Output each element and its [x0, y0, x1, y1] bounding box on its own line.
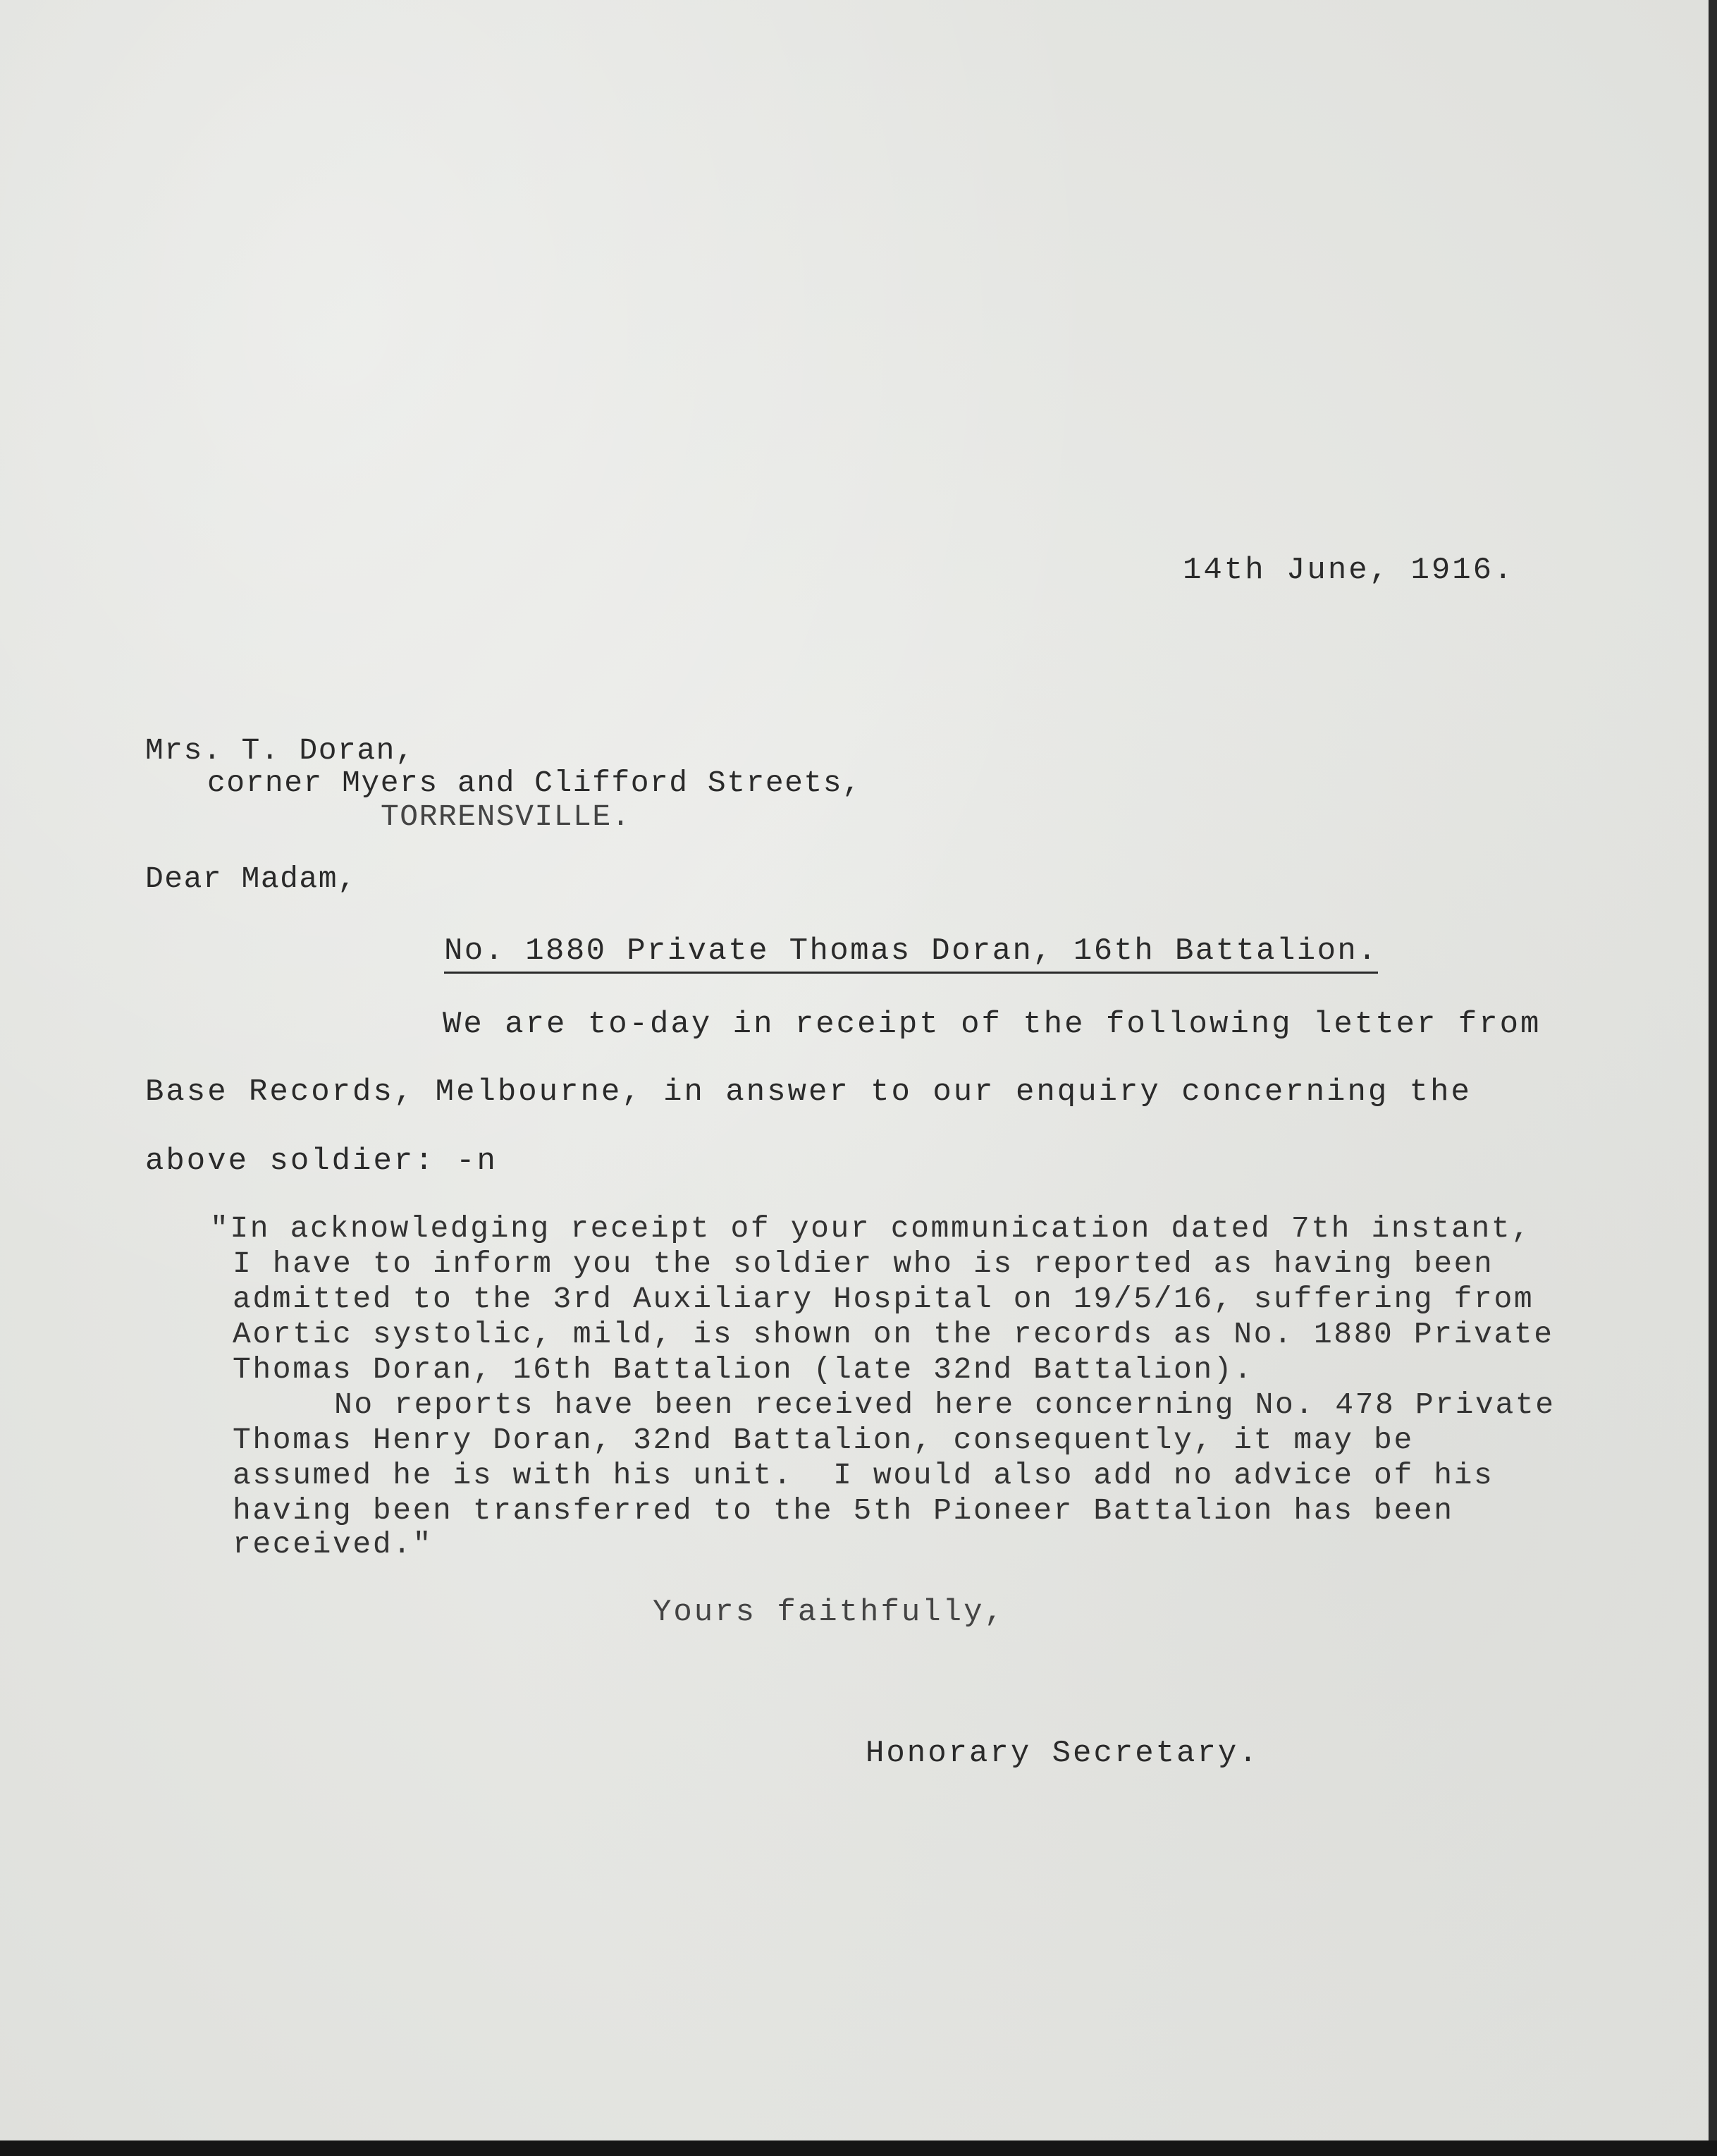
quote-line: admitted to the 3rd Auxiliary Hospital on 19/5/16, suffering from: [233, 1282, 1534, 1316]
quote-line: having been transferred to the 5th Pioneer Battalion has been: [233, 1493, 1454, 1528]
salutation: Dear Madam,: [145, 862, 357, 896]
recipient-name: Mrs. T. Doran,: [145, 733, 415, 768]
quote-line: I have to inform you the soldier who is reported as having been: [233, 1247, 1494, 1281]
letter-date: 14th June, 1916.: [1183, 553, 1515, 588]
body-line: Base Records, Melbourne, in answer to our enquiry concerning the: [145, 1074, 1472, 1110]
quote-line: received.": [233, 1527, 433, 1562]
quote-line: Thomas Henry Doran, 32nd Battalion, consequently, it may be: [233, 1423, 1414, 1457]
quote-line: assumed he is with his unit. I would also add no advice of his: [233, 1458, 1494, 1493]
body-line: above soldier: -n: [145, 1144, 498, 1179]
quote-line: Aortic systolic, mild, is shown on the records as No. 1880 Private: [233, 1317, 1554, 1352]
recipient-suburb: TORRENSVILLE.: [381, 800, 631, 834]
signature-title: Honorary Secretary.: [866, 1736, 1260, 1771]
scan-edge-right: [1709, 0, 1717, 2156]
quote-line: "In acknowledging receipt of your communication dated 7th instant,: [210, 1211, 1532, 1246]
recipient-street: corner Myers and Clifford Streets,: [207, 766, 862, 800]
subject-line: No. 1880 Private Thomas Doran, 16th Battalion.: [444, 933, 1378, 974]
quote-line: Thomas Doran, 16th Battalion (late 32nd Battalion).: [233, 1352, 1254, 1387]
closing: Yours faithfully,: [653, 1595, 1005, 1630]
quote-line: No reports have been received here concerning No. 478 Private: [334, 1388, 1556, 1422]
scan-edge-bottom: [0, 2140, 1717, 2156]
body-line: We are to-day in receipt of the following letter from: [443, 1007, 1541, 1042]
